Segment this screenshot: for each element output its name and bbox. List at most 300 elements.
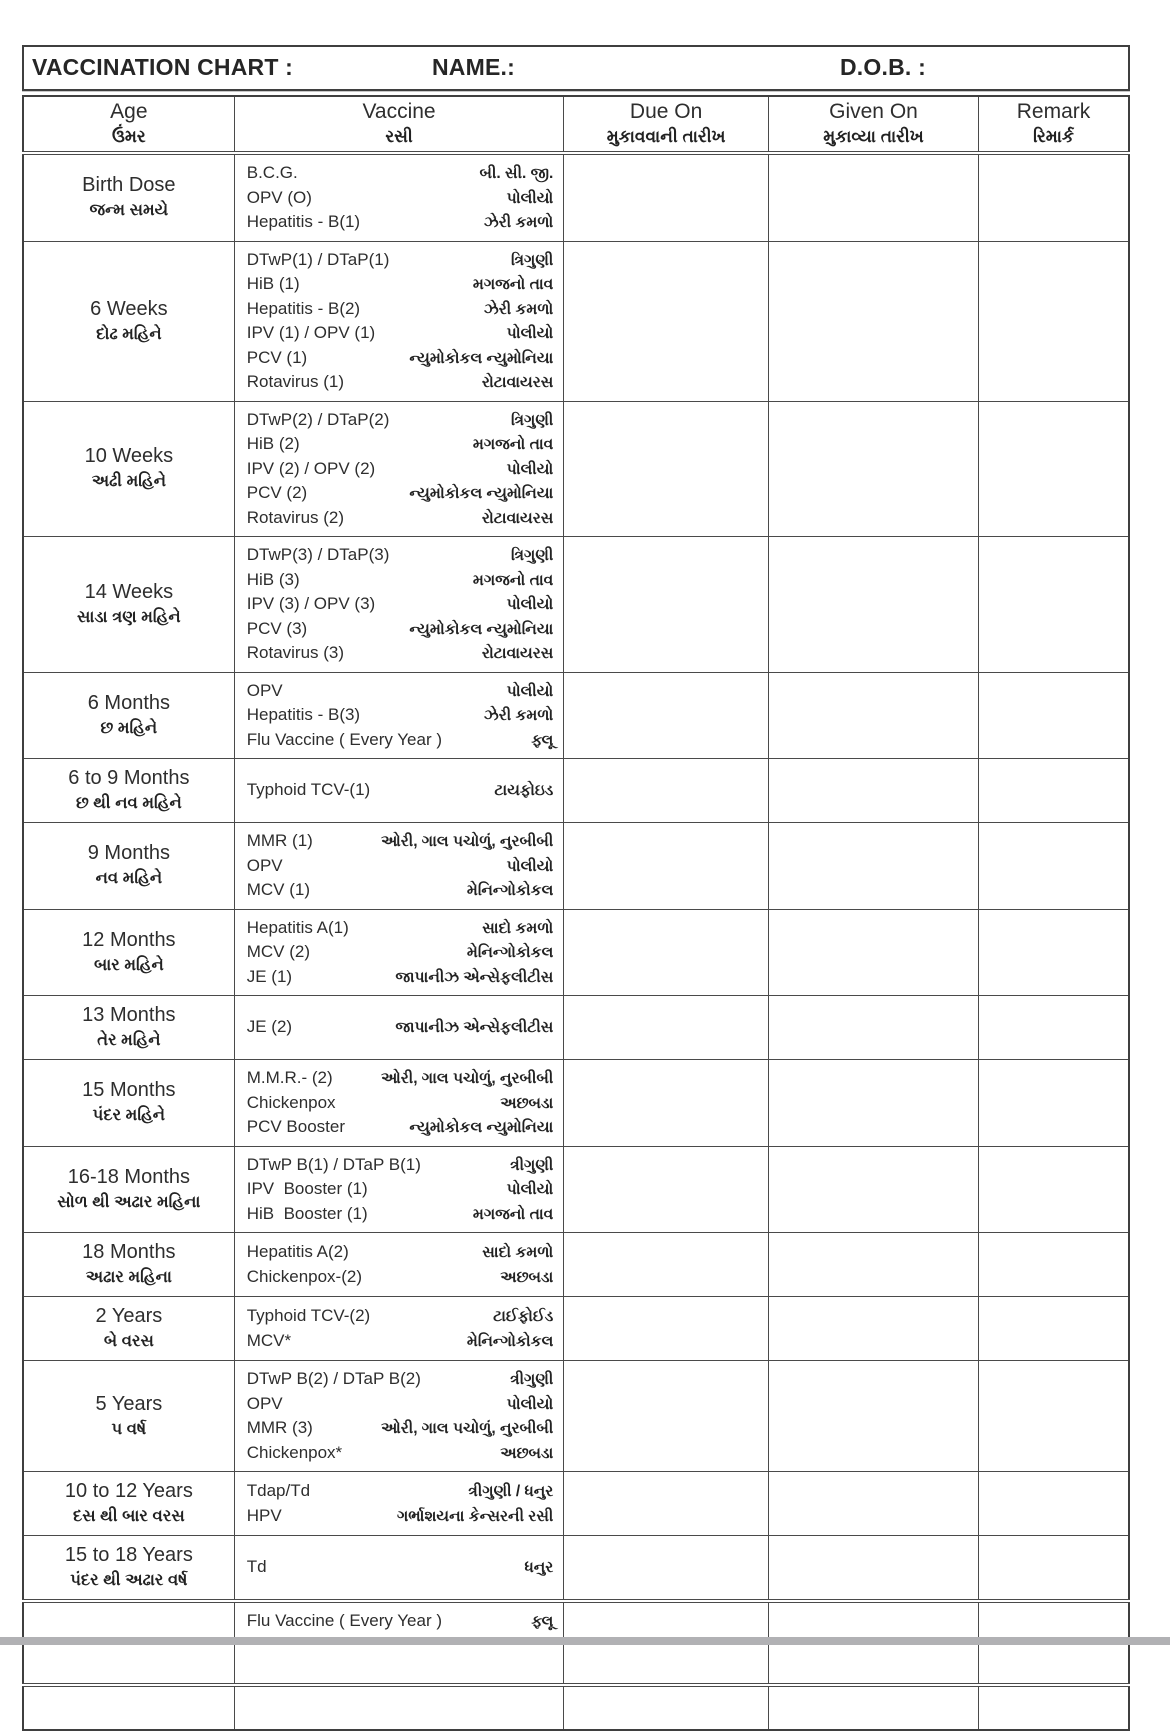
age-gu: છ થી નવ મહિને xyxy=(75,794,182,812)
vaccine-line xyxy=(247,679,554,704)
remark-cell xyxy=(979,401,1129,537)
vaccine-name: OPV xyxy=(246,1393,283,1413)
vaccine-name-gujarati: મગજનો તાવ xyxy=(472,276,554,293)
vaccine-line xyxy=(247,778,554,803)
given-on-cell xyxy=(768,823,978,910)
vaccine-name: Hepatitis - B(3) xyxy=(246,705,361,724)
remark-cell xyxy=(979,759,1129,823)
vaccine-name-gujarati: ઝેરી કમળો xyxy=(483,707,554,724)
vaccine-line xyxy=(247,161,554,186)
table-row xyxy=(23,401,1129,537)
age-en: 5 Years xyxy=(95,1392,163,1415)
vaccine-name-gujarati: બી. સી. જી. xyxy=(479,165,554,182)
age-cell xyxy=(23,1472,234,1536)
table-row xyxy=(23,823,1129,910)
given-on-cell xyxy=(768,672,978,759)
vaccine-line xyxy=(247,370,554,395)
due-on-cell xyxy=(564,1060,769,1147)
column-header-remark xyxy=(979,96,1129,153)
age-gu: સાડા ત્રણ મહિને xyxy=(77,607,181,626)
due-on-cell xyxy=(564,1536,769,1602)
given-on-cell xyxy=(768,537,978,673)
header-row xyxy=(23,96,1129,153)
header-due-on-en: Due On xyxy=(629,100,703,123)
vaccine-name: OPV xyxy=(246,680,283,700)
vaccine-name: MMR (3) xyxy=(246,1418,313,1437)
table-row xyxy=(23,759,1129,823)
given-on-cell xyxy=(768,996,978,1060)
given-on-cell xyxy=(768,1146,978,1233)
vaccine-name: HiB (3) xyxy=(246,569,300,589)
age-gu: દસ થી બાર વરસ xyxy=(73,1507,185,1525)
vaccine-line xyxy=(247,1479,554,1504)
remark-cell xyxy=(979,996,1129,1060)
vaccine-name-gujarati: ટાયફોઇડ xyxy=(494,782,554,800)
vaccine-name-gujarati: મગજનો તાવ xyxy=(472,436,554,453)
column-header-due-on xyxy=(564,96,769,153)
given-on-cell xyxy=(768,759,978,823)
age-gu: સોળ થી અઢાર મહિના xyxy=(57,1192,201,1211)
given-on-cell xyxy=(768,1233,978,1297)
age-en: 2 Years xyxy=(95,1305,163,1327)
age-en: 10 to 12 Years xyxy=(64,1480,193,1502)
due-on-cell xyxy=(564,909,769,996)
vaccine-name: Hepatitis A(2) xyxy=(246,1242,349,1261)
vaccine-line xyxy=(247,272,554,297)
age-gu: બે વરસ xyxy=(103,1332,154,1350)
vaccine-cell xyxy=(234,672,564,759)
vaccine-cell xyxy=(234,1361,564,1472)
age-en: 14 Weeks xyxy=(84,580,174,603)
vaccine-name-gujarati: ન્યુમોકોકલ ન્યુમોનિયા xyxy=(409,349,554,367)
vaccine-name: Flu Vaccine ( Every Year ) xyxy=(246,729,443,749)
vaccine-cell xyxy=(234,153,564,241)
vaccine-name-gujarati: મેનિન્ગોકોકલ xyxy=(466,1332,554,1350)
table-row xyxy=(23,1472,1129,1536)
table-row xyxy=(23,241,1129,401)
vaccine-name: OPV (O) xyxy=(246,187,312,207)
vaccine-name-gujarati: અછબડા xyxy=(500,1094,554,1112)
table-row xyxy=(23,153,1129,241)
vaccine-line xyxy=(247,1441,554,1466)
vaccine-name: Td xyxy=(246,1557,267,1577)
column-header-given-on xyxy=(768,96,978,153)
vaccine-line xyxy=(247,1091,554,1116)
given-on-cell xyxy=(768,1361,978,1472)
table-row xyxy=(23,1233,1129,1297)
vaccine-name-gujarati: રોટાવાયરસ xyxy=(481,645,554,662)
vaccine-name: IPV (3) / OPV (3) xyxy=(246,594,376,613)
vaccine-name: DTwP(1) / DTaP(1) xyxy=(246,249,390,269)
vaccine-name: OPV xyxy=(246,855,283,875)
vaccine-line xyxy=(247,940,554,965)
age-gu: પંદર થી અઢાર વર્ષ xyxy=(70,1571,188,1589)
vaccine-name-gujarati: મગજનો તાવ xyxy=(472,1205,554,1223)
title-bar xyxy=(22,45,1130,91)
age-en: 6 to 9 Months xyxy=(68,767,190,789)
age-en: 9 Months xyxy=(87,842,170,865)
vaccine-name-gujarati: ધનુર xyxy=(524,1559,554,1577)
vaccine-line xyxy=(247,1367,554,1392)
vaccine-line xyxy=(247,1240,554,1265)
remark-cell xyxy=(979,241,1129,401)
vaccine-cell xyxy=(234,996,564,1060)
vaccination-table xyxy=(22,95,1130,1731)
age-gu: પંદર મહિને xyxy=(92,1106,166,1125)
chart-body xyxy=(23,153,1129,1730)
page-title: VACCINATION CHART : xyxy=(32,54,294,80)
given-on-cell xyxy=(768,1060,978,1147)
age-en: 16-18 Months xyxy=(67,1165,191,1188)
vaccine-line xyxy=(247,728,554,753)
vaccine-name: Chickenpox xyxy=(246,1092,336,1112)
vaccine-line xyxy=(247,1555,554,1580)
vaccine-name: Chickenpox* xyxy=(246,1442,343,1462)
table-row xyxy=(23,672,1129,759)
vaccine-line xyxy=(247,1304,554,1329)
vaccine-line xyxy=(247,916,554,941)
due-on-cell xyxy=(564,241,769,401)
vaccine-cell xyxy=(234,759,564,823)
vaccine-line xyxy=(247,568,554,593)
given-on-cell xyxy=(768,241,978,401)
age-en: Birth Dose xyxy=(82,174,176,197)
vaccine-cell xyxy=(234,241,564,401)
vaccine-name-gujarati: પોલીયો xyxy=(506,857,554,875)
vaccine-name-gujarati: સાદો કમળો xyxy=(482,919,554,937)
vaccine-name-gujarati: પોલીયો xyxy=(506,682,554,700)
vaccine-line xyxy=(247,1015,554,1040)
vaccine-name: Hepatitis - B(1) xyxy=(246,212,361,231)
remark-cell xyxy=(979,909,1129,996)
vaccine-line xyxy=(247,641,554,666)
vaccine-line xyxy=(247,543,554,568)
age-gu: બાર મહિને xyxy=(93,955,164,974)
vaccine-name-gujarati: ગર્ભાશયના કેન્સરની રસી xyxy=(396,1507,554,1525)
vaccine-name: MCV (2) xyxy=(246,942,311,961)
vaccine-name-gujarati: ત્રિગુણી xyxy=(511,251,554,269)
vaccine-name: JE (1) xyxy=(246,966,293,986)
vaccine-line xyxy=(247,1066,554,1091)
column-header-age xyxy=(23,96,234,153)
vaccine-cell xyxy=(234,1640,564,1685)
remark-cell xyxy=(979,1297,1129,1361)
vaccine-name-gujarati: ઓરી, ગાલ પચોળું, નુરબીબી xyxy=(381,833,554,850)
dob-label: D.O.B. : xyxy=(840,54,926,80)
vaccine-name: Rotavirus (1) xyxy=(246,372,345,391)
vaccine-line xyxy=(247,829,554,854)
vaccine-name: DTwP B(2) / DTaP B(2) xyxy=(246,1369,421,1388)
table-row xyxy=(23,1361,1129,1472)
age-en: 6 Weeks xyxy=(90,297,168,320)
vaccine-line xyxy=(247,457,554,482)
vaccine-name: MCV* xyxy=(246,1330,292,1350)
age-cell xyxy=(23,1361,234,1472)
age-en: 13 Months xyxy=(82,1004,176,1026)
age-cell xyxy=(23,401,234,537)
given-on-cell xyxy=(768,1297,978,1361)
vaccine-name-gujarati: રોટાવાયરસ xyxy=(481,509,554,527)
vaccine-name-gujarati: અછબડા xyxy=(500,1268,554,1286)
age-gu: અઢી મહિને xyxy=(91,472,167,491)
table-row xyxy=(23,1146,1129,1233)
due-on-cell xyxy=(564,1472,769,1536)
vaccine-name-gujarati: પોલીયો xyxy=(506,1395,554,1413)
table-row xyxy=(23,1536,1129,1602)
vaccine-cell xyxy=(234,537,564,673)
vaccine-name: Tdap/Td xyxy=(246,1481,311,1500)
age-cell xyxy=(23,153,234,241)
age-cell xyxy=(23,759,234,823)
vaccine-name-gujarati: ત્રીગુણી xyxy=(510,1156,554,1174)
due-on-cell xyxy=(564,759,769,823)
vaccine-name: MCV (1) xyxy=(246,880,311,899)
vaccine-name-gujarati: મગજનો તાવ xyxy=(472,571,554,589)
vaccine-cell xyxy=(234,1146,564,1233)
vaccine-name: MMR (1) xyxy=(246,831,313,850)
vaccine-line xyxy=(247,617,554,642)
age-cell xyxy=(23,537,234,673)
age-gu: જન્મ સમયે xyxy=(89,201,169,220)
vaccine-name: Rotavirus (2) xyxy=(246,507,345,527)
remark-cell xyxy=(979,1472,1129,1536)
column-header-vaccine xyxy=(234,96,564,153)
vaccine-name: Typhoid TCV-(1) xyxy=(246,780,371,800)
vaccine-name: Rotavirus (3) xyxy=(246,643,345,662)
header-age-gu: ઉંમર xyxy=(112,127,146,146)
vaccine-line xyxy=(247,346,554,371)
vaccine-cell xyxy=(234,1472,564,1536)
vaccine-cell xyxy=(234,1233,564,1297)
vaccine-name: HiB (2) xyxy=(246,434,300,453)
vaccine-name: HiB Booster (1) xyxy=(246,1203,368,1223)
vaccine-line xyxy=(247,408,554,433)
vaccine-name: HiB (1) xyxy=(246,274,300,293)
header-age-en: Age xyxy=(110,100,148,123)
vaccine-line xyxy=(247,1392,554,1417)
remark-cell xyxy=(979,1640,1129,1685)
remark-cell xyxy=(979,1685,1129,1730)
vaccine-name-gujarati: ન્યુમોકોકલ ન્યુમોનિયા xyxy=(409,1119,554,1136)
age-gu: અઢાર મહિના xyxy=(85,1268,172,1286)
vaccine-name: PCV (1) xyxy=(246,347,308,367)
age-en: 18 Months xyxy=(82,1241,176,1263)
vaccine-name-gujarati: મેનિન્ગોકોકલ xyxy=(466,882,554,899)
vaccine-name-gujarati: ફ્લૂ xyxy=(531,1613,554,1630)
header-given-on-en: Given On xyxy=(829,100,918,123)
due-on-cell xyxy=(564,996,769,1060)
vaccine-name: PCV Booster xyxy=(246,1117,345,1136)
header-given-on-gu: મુકાવ્યા તારીખ xyxy=(823,127,924,146)
vaccine-name-gujarati: ટાઈફોઈડ xyxy=(493,1308,554,1325)
table-row xyxy=(23,1297,1129,1361)
vaccine-line xyxy=(247,432,554,457)
age-cell xyxy=(23,823,234,910)
age-en: 15 to 18 Years xyxy=(64,1544,193,1566)
due-on-cell xyxy=(564,1146,769,1233)
due-on-cell xyxy=(564,537,769,673)
vaccine-line xyxy=(247,1609,554,1634)
table-row xyxy=(23,1640,1129,1685)
vaccine-name-gujarati: ફ્લૂ xyxy=(531,731,554,749)
due-on-cell xyxy=(564,1601,769,1640)
age-en: 15 Months xyxy=(82,1079,176,1102)
vaccine-name: DTwP B(1) / DTaP B(1) xyxy=(246,1154,421,1174)
vaccine-line xyxy=(247,854,554,879)
age-cell xyxy=(23,1640,234,1685)
age-gu: તેર મહિને xyxy=(97,1031,161,1049)
table-row xyxy=(23,909,1129,996)
vaccine-line xyxy=(247,1265,554,1290)
table-row xyxy=(23,537,1129,673)
due-on-cell xyxy=(564,153,769,241)
given-on-cell xyxy=(768,153,978,241)
age-cell xyxy=(23,996,234,1060)
vaccine-name: Flu Vaccine ( Every Year ) xyxy=(246,1611,443,1630)
vaccine-line xyxy=(247,1504,554,1529)
vaccine-name: DTwP(2) / DTaP(2) xyxy=(246,409,390,429)
age-cell xyxy=(23,909,234,996)
vaccine-name-gujarati: ઝેરી કમળો xyxy=(483,214,554,231)
given-on-cell xyxy=(768,1601,978,1640)
vaccine-name-gujarati: અછબડા xyxy=(500,1444,554,1462)
vaccine-name-gujarati: રોટાવાયરસ xyxy=(481,374,554,391)
given-on-cell xyxy=(768,1472,978,1536)
remark-cell xyxy=(979,1601,1129,1640)
vaccine-name: M.M.R.- (2) xyxy=(246,1068,333,1087)
age-cell xyxy=(23,1060,234,1147)
age-cell xyxy=(23,241,234,401)
due-on-cell xyxy=(564,401,769,537)
remark-cell xyxy=(979,1233,1129,1297)
due-on-cell xyxy=(564,823,769,910)
vaccine-name-gujarati: ત્રિગુણી xyxy=(511,411,554,429)
vaccination-chart-sheet xyxy=(22,45,1130,1731)
vaccine-name: HPV xyxy=(246,1505,282,1525)
vaccine-line xyxy=(247,703,554,728)
vaccine-name: Hepatitis A(1) xyxy=(246,917,349,937)
vaccine-line xyxy=(247,186,554,211)
vaccine-cell xyxy=(234,1536,564,1602)
vaccine-name-gujarati: સાદો કમળો xyxy=(482,1244,554,1261)
table-row xyxy=(23,996,1129,1060)
vaccine-name: PCV (2) xyxy=(246,483,308,502)
vaccine-name-gujarati: ઓરી, ગાલ પચોળું, નુરબીબી xyxy=(381,1070,554,1087)
due-on-cell xyxy=(564,1361,769,1472)
table-row xyxy=(23,1060,1129,1147)
age-cell xyxy=(23,672,234,759)
age-gu: દોઢ મહિને xyxy=(96,324,162,343)
vaccine-line xyxy=(247,481,554,506)
table-row xyxy=(23,1685,1129,1730)
age-cell xyxy=(23,1146,234,1233)
vaccine-cell xyxy=(234,401,564,537)
vaccine-line xyxy=(247,506,554,531)
vaccine-line xyxy=(247,592,554,617)
vaccine-line xyxy=(247,248,554,273)
header-due-on-gu: મુકાવવાની તારીખ xyxy=(606,127,726,146)
header-remark-gu: રિમાર્ક xyxy=(1033,127,1074,146)
vaccine-name: IPV (1) / OPV (1) xyxy=(246,323,376,342)
vaccine-name-gujarati: જાપાનીઝ એન્સેફલીટીસ xyxy=(395,1019,554,1037)
vaccine-name: B.C.G. xyxy=(246,163,298,182)
vaccine-line xyxy=(247,1115,554,1140)
remark-cell xyxy=(979,823,1129,910)
vaccine-name: JE (2) xyxy=(246,1017,293,1037)
name-label: NAME.: xyxy=(432,54,515,80)
vaccine-name-gujarati: ન્યુમોકોકલ ન્યુમોનિયા xyxy=(409,485,554,502)
vaccine-name-gujarati: ત્રીગુણી / ધનુર xyxy=(468,1483,554,1500)
vaccine-line xyxy=(247,297,554,322)
vaccine-name: IPV Booster (1) xyxy=(246,1179,368,1198)
remark-cell xyxy=(979,153,1129,241)
given-on-cell xyxy=(768,1685,978,1730)
vaccine-name-gujarati: પોલીયો xyxy=(506,325,554,342)
vaccine-line xyxy=(247,210,554,235)
vaccine-name: Hepatitis - B(2) xyxy=(246,298,361,318)
age-cell xyxy=(23,1601,234,1640)
vaccine-line xyxy=(247,1153,554,1178)
vaccine-cell xyxy=(234,909,564,996)
vaccine-name: IPV (2) / OPV (2) xyxy=(246,458,376,478)
remark-cell xyxy=(979,537,1129,673)
given-on-cell xyxy=(768,401,978,537)
age-en: 10 Weeks xyxy=(84,445,174,468)
scan-bottom-strip xyxy=(0,1637,1170,1645)
age-en: 6 Months xyxy=(87,691,170,714)
vaccine-name-gujarati: પોલીયો xyxy=(506,460,554,478)
header-vaccine-gu: રસી xyxy=(385,127,413,146)
due-on-cell xyxy=(564,1640,769,1685)
vaccine-name-gujarati: જાપાનીઝ એન્સેફલીટીસ xyxy=(395,968,554,986)
due-on-cell xyxy=(564,1233,769,1297)
vaccine-cell xyxy=(234,1601,564,1640)
vaccine-name-gujarati: મેનિન્ગોકોકલ xyxy=(466,944,554,961)
vaccine-cell xyxy=(234,823,564,910)
vaccine-name-gujarati: પોલીયો xyxy=(506,1181,554,1198)
age-cell xyxy=(23,1297,234,1361)
vaccine-line xyxy=(247,878,554,903)
vaccine-name: Chickenpox-(2) xyxy=(246,1266,362,1286)
given-on-cell xyxy=(768,909,978,996)
vaccine-name-gujarati: ઝેરી કમળો xyxy=(483,300,554,318)
header-remark-en: Remark xyxy=(1016,100,1091,123)
vaccine-cell xyxy=(234,1297,564,1361)
vaccine-name-gujarati: ત્રિગુણી xyxy=(511,547,554,564)
remark-cell xyxy=(979,1146,1129,1233)
vaccine-name-gujarati: ન્યુમોકોકલ ન્યુમોનિયા xyxy=(409,620,554,638)
vaccine-name-gujarati: પોલીયો xyxy=(506,596,554,613)
remark-cell xyxy=(979,1361,1129,1472)
vaccine-line xyxy=(247,1416,554,1441)
vaccine-cell xyxy=(234,1685,564,1730)
vaccine-name-gujarati: ત્રીગુણી xyxy=(510,1371,554,1388)
remark-cell xyxy=(979,1060,1129,1147)
remark-cell xyxy=(979,672,1129,759)
vaccine-line xyxy=(247,1329,554,1354)
vaccine-name: PCV (3) xyxy=(246,618,308,638)
age-gu: છ મહિને xyxy=(100,718,158,737)
table-row xyxy=(23,1601,1129,1640)
age-gu: પ વર્ષ xyxy=(111,1419,147,1438)
age-en: 12 Months xyxy=(82,928,176,951)
vaccine-name: Typhoid TCV-(2) xyxy=(246,1306,371,1325)
vaccine-name-gujarati: પોલીયો xyxy=(506,189,554,207)
remark-cell xyxy=(979,1536,1129,1602)
header-vaccine-en: Vaccine xyxy=(362,100,436,123)
vaccine-line xyxy=(247,965,554,990)
vaccine-line xyxy=(247,1202,554,1227)
